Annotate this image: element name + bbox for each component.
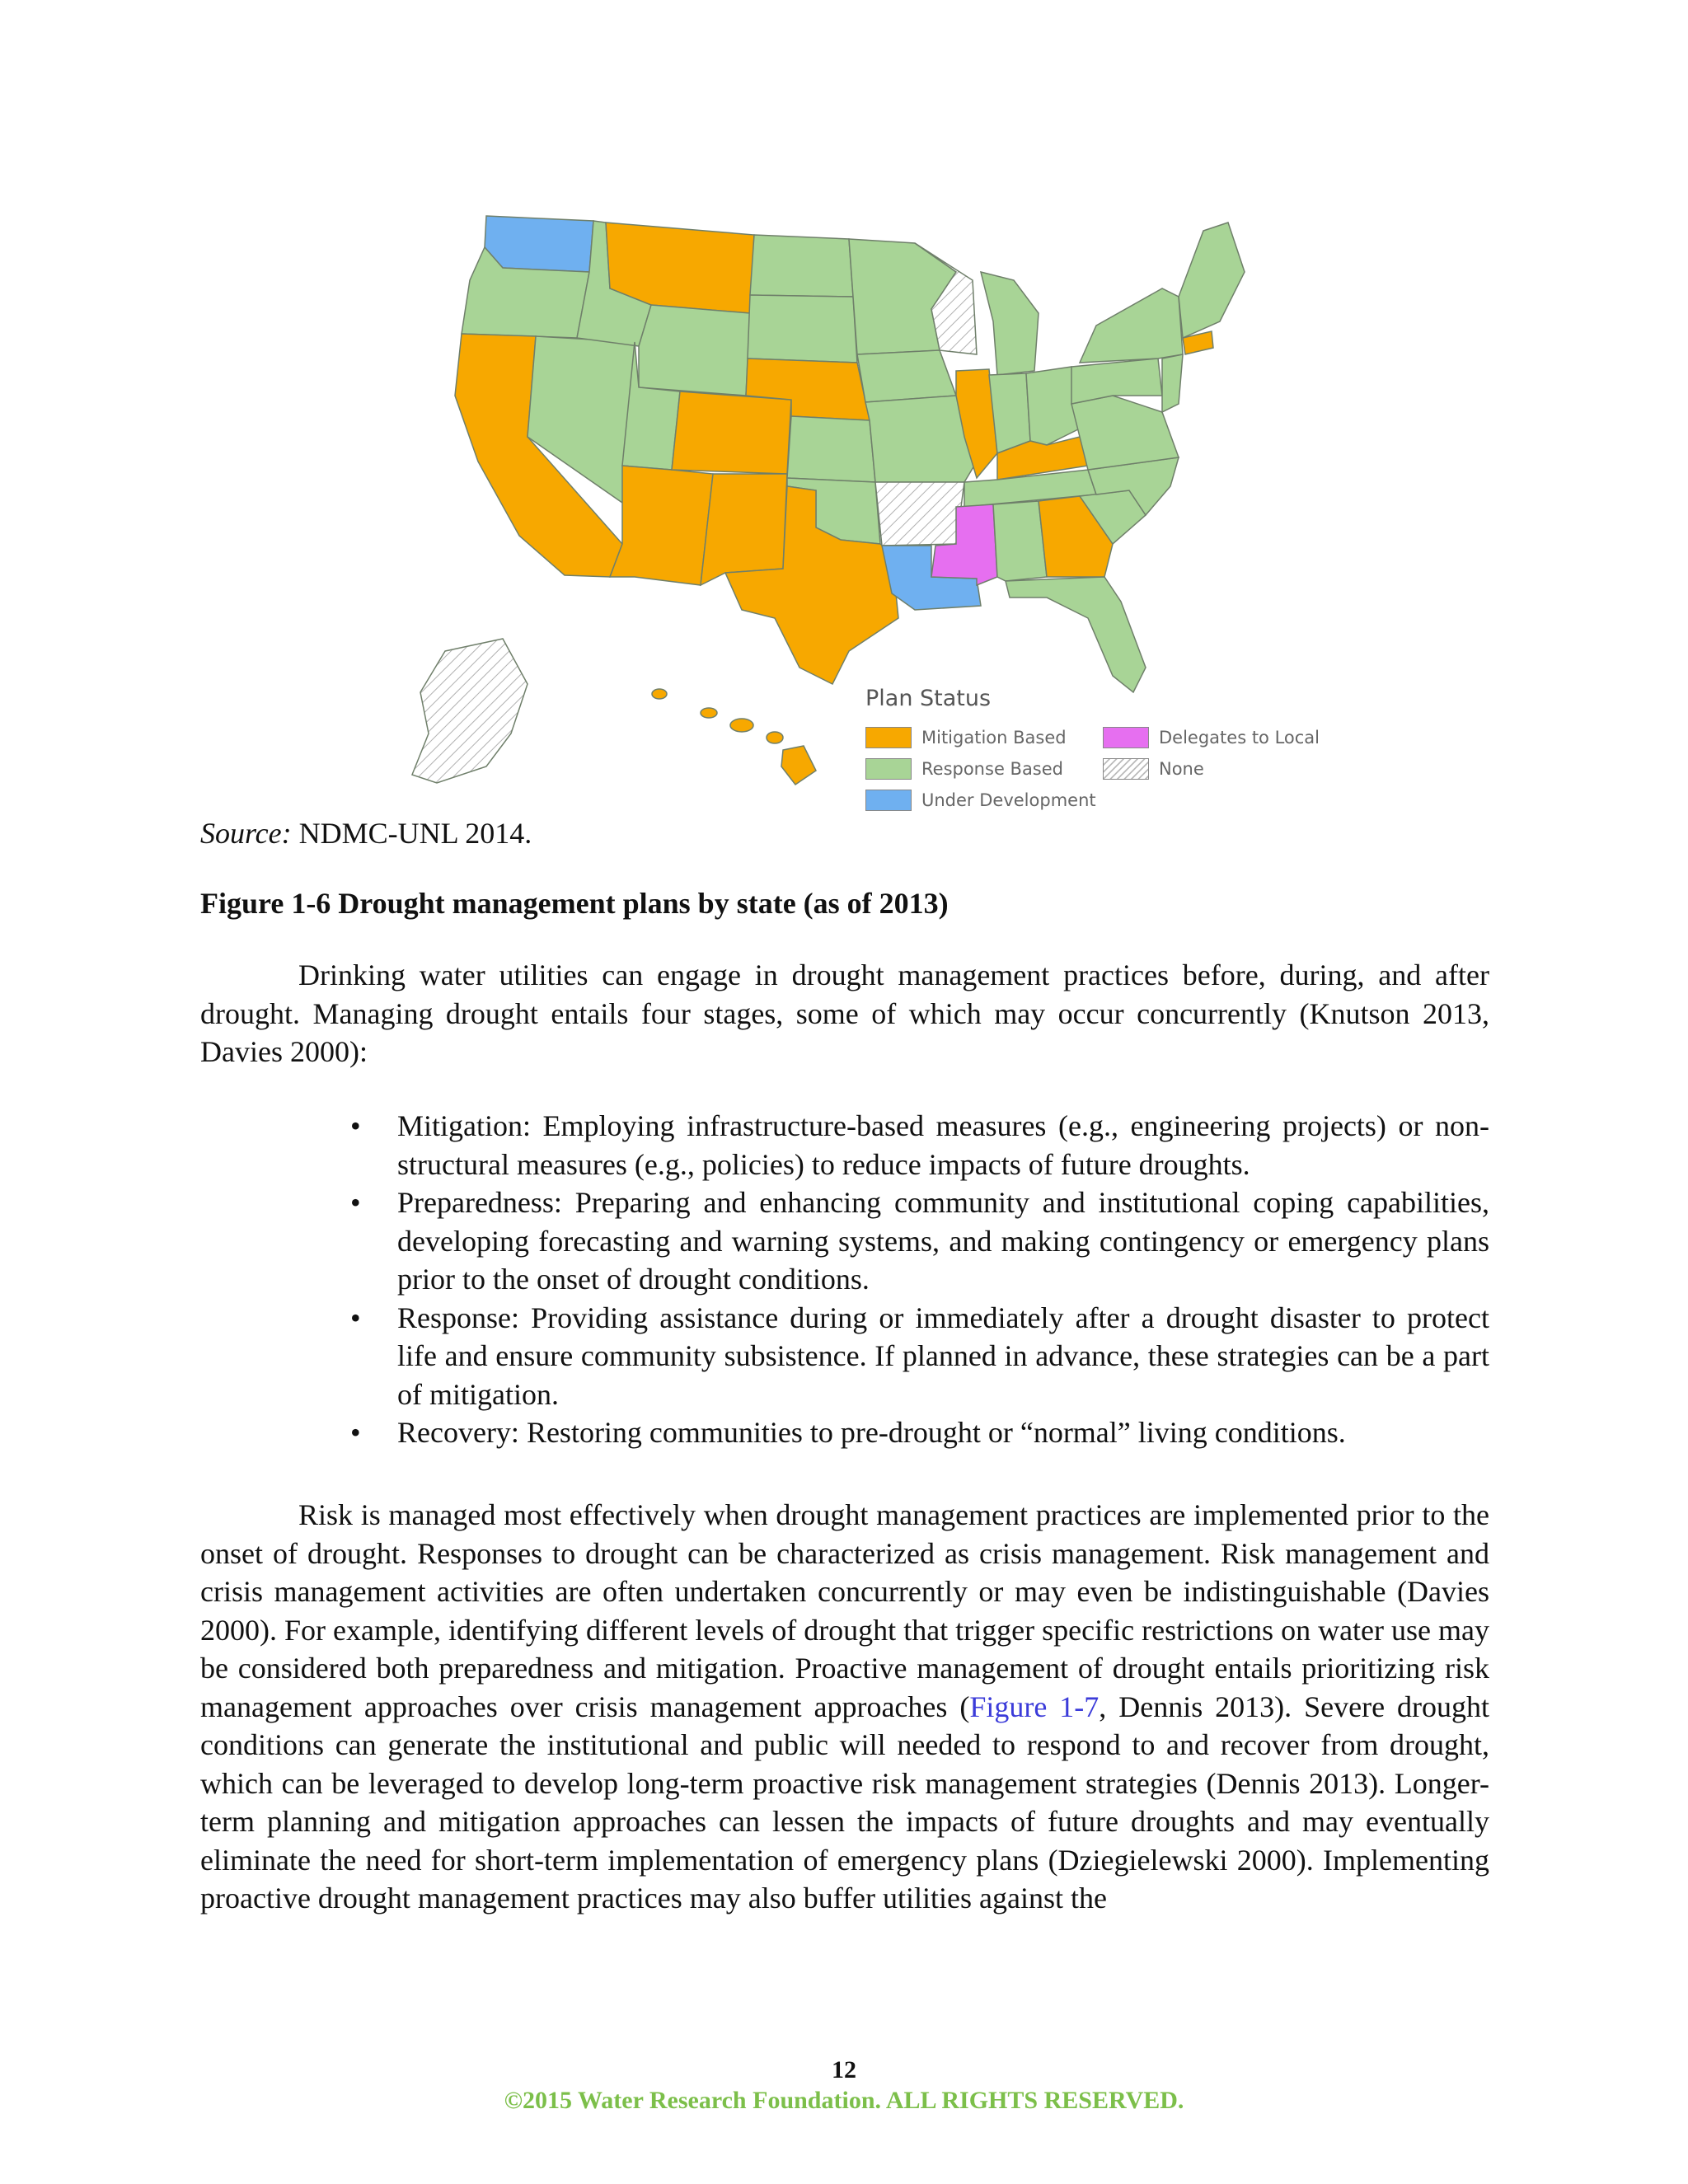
paragraph-risk-text-a: Risk is managed most effectively when drought management practices are implemented prior to the onset of drought. Responses to drought can be characterized as crisis management. Risk management and crisis management activities are often undertaken concurrently or may even be indistinguishable (Davies 2000). For example, identifying different levels of drought that trigger specific restrictions on water use may be considered both preparedness and mitigation. Proactive management of drought entails prioritizing risk management approaches over crisis management approaches ( bbox=[200, 1498, 1489, 1723]
legend-item-response bbox=[865, 757, 1063, 781]
state-kansas bbox=[787, 416, 875, 482]
list-item-text: Response: Providing assistance during or immediately after a drought disaster to protect life and ensure community subsistence. If planned in advance, these strategies can be a part of mitigation. bbox=[397, 1301, 1489, 1411]
state-new-jersey bbox=[1162, 354, 1183, 412]
state-alabama bbox=[993, 501, 1047, 581]
list-item-text: Preparedness: Preparing and enhancing community and institutional coping capabilities, developing forecasting and warning systems, and making contingency or emergency plans prior to the onset of drought conditions. bbox=[397, 1186, 1489, 1296]
state-florida bbox=[1006, 577, 1146, 692]
legend-label: None bbox=[1159, 759, 1204, 779]
state-washington bbox=[485, 216, 593, 272]
bullet-icon: • bbox=[350, 1109, 361, 1142]
state-hawaii-2 bbox=[701, 708, 717, 718]
state-north-dakota bbox=[750, 235, 853, 297]
source-text: NDMC-UNL 2014. bbox=[291, 817, 532, 850]
list-item bbox=[346, 1107, 1489, 1183]
figure-source bbox=[200, 816, 532, 851]
paragraph-risk bbox=[200, 1496, 1489, 1918]
paragraph-intro: Drinking water utilities can engage in drought management practices before, during, and after drought. Managing drought entails four stages, some of which may occur concurrently (Knutson 2013, Davies 2000): bbox=[200, 958, 1489, 1068]
state-michigan bbox=[981, 272, 1039, 375]
paragraph-risk-text-b: , Dennis 2013). Severe drought conditions can generate the institutional and public will needed to respond to and recover from drought, which can be leveraged to develop long-term proactive risk management strategies (Dennis 2013). Longer-term planning and mitigation approaches can lessen the impacts of future droughts and may eventually eliminate the need for short-term implementation of emergency plans (Dziegielewski 2000). Implementing proactive drought management practices may also buffer utilities against the bbox=[200, 1690, 1489, 1915]
legend-swatch bbox=[1103, 758, 1149, 780]
list-item bbox=[346, 1299, 1489, 1414]
state-hawaii-5 bbox=[781, 746, 816, 785]
bullet-icon: • bbox=[350, 1186, 361, 1219]
legend-item-under-development bbox=[865, 788, 1096, 813]
legend-item-mitigation bbox=[865, 725, 1067, 750]
source-label: Source: bbox=[200, 817, 292, 850]
legend-item-none bbox=[1103, 757, 1204, 781]
legend-label: Mitigation Based bbox=[921, 728, 1067, 748]
bullet-icon: • bbox=[350, 1301, 361, 1334]
state-new-england bbox=[1179, 223, 1245, 338]
state-hawaii-1 bbox=[652, 689, 667, 699]
list-item-text: Recovery: Restoring communities to pre-drought or “normal” living conditions. bbox=[397, 1416, 1346, 1449]
page-number: 12 bbox=[832, 2056, 856, 2083]
state-hawaii-4 bbox=[767, 732, 783, 743]
state-colorado bbox=[672, 391, 791, 474]
legend-item-delegates bbox=[1103, 725, 1320, 750]
list-item bbox=[346, 1413, 1489, 1452]
figure-caption: Figure 1-6 Drought management plans by state (as of 2013) bbox=[200, 887, 949, 920]
state-alaska bbox=[412, 639, 528, 783]
map-legend bbox=[864, 686, 1325, 818]
bullet-icon: • bbox=[350, 1416, 361, 1449]
state-iowa bbox=[857, 350, 956, 402]
list-item bbox=[346, 1183, 1489, 1299]
copyright-notice: ©2015 Water Research Foundation. ALL RIGHTS RESERVED. bbox=[504, 2087, 1184, 2114]
legend-label: Under Development bbox=[921, 790, 1096, 810]
state-south-dakota bbox=[748, 295, 857, 363]
legend-title: Plan Status bbox=[865, 686, 992, 711]
state-new-york bbox=[1080, 288, 1183, 363]
legend-swatch bbox=[865, 790, 912, 811]
state-arkansas bbox=[875, 482, 964, 546]
legend-swatch bbox=[865, 758, 912, 780]
legend-swatch bbox=[1103, 727, 1149, 748]
state-hawaii-3 bbox=[730, 719, 753, 732]
legend-label: Delegates to Local bbox=[1159, 728, 1320, 748]
drought-stages-list bbox=[346, 1107, 1489, 1452]
state-wyoming bbox=[639, 305, 750, 396]
list-item-text: Mitigation: Employing infrastructure-based measures (e.g., engineering projects) or non-structural measures (e.g., policies) to reduce impacts of future droughts. bbox=[397, 1109, 1489, 1181]
state-arizona bbox=[610, 466, 713, 585]
legend-swatch bbox=[865, 727, 912, 748]
state-new-mexico bbox=[701, 474, 787, 585]
figure-1-7-link[interactable]: Figure 1-7 bbox=[969, 1690, 1100, 1723]
legend-label: Response Based bbox=[921, 759, 1063, 779]
